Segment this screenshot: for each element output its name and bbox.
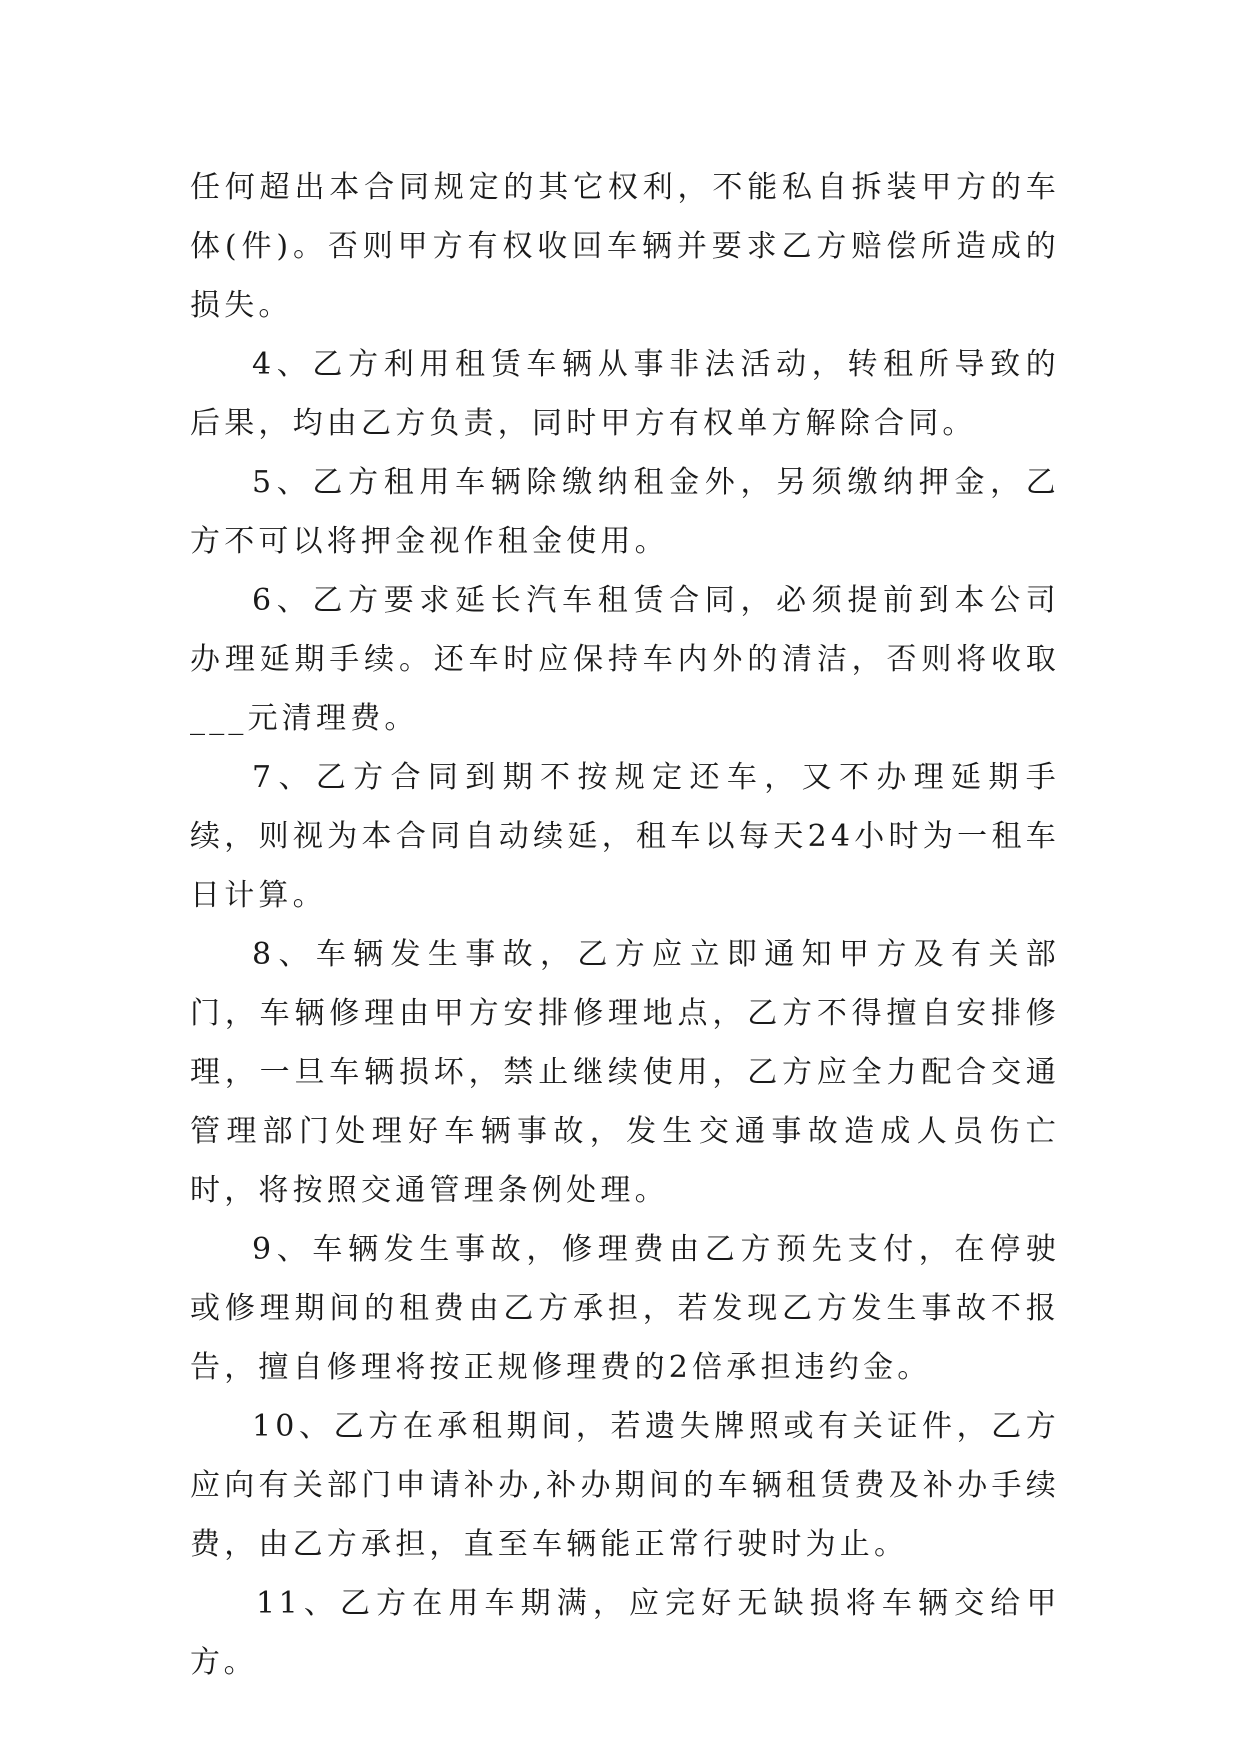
clause-4: 4、乙方利用租赁车辆从事非法活动，转租所导致的后果，均由乙方负责，同时甲方有权单方解除合同。: [190, 347, 1060, 441]
clause-11: 11、乙方在用车期满，应完好无缺损将车辆交给甲方。: [190, 1586, 1060, 1680]
clause-5: 5、乙方租用车辆除缴纳租金外，另须缴纳押金，乙方不可以将押金视作租金使用。: [190, 465, 1060, 559]
clause-9: 9、车辆发生事故，修理费由乙方预先支付，在停驶或修理期间的租费由乙方承担，若发现乙方发生事故不报告，擅自修理将按正规修理费的2倍承担违约金。: [190, 1232, 1060, 1385]
clause-10: 10、乙方在承租期间，若遗失牌照或有关证件，乙方应向有关部门申请补办,补办期间的车辆租赁费及补办手续费，由乙方承担，直至车辆能正常行驶时为止。: [190, 1409, 1060, 1562]
document-page: [190, 158, 1060, 1692]
clause-7: 7、乙方合同到期不按规定还车，又不办理延期手续，则视为本合同自动续延，租车以每天24小时为一租车日计算。: [190, 760, 1060, 913]
clause-6: 6、乙方要求延长汽车租赁合同，必须提前到本公司办理延期手续。还车时应保持车内外的清洁，否则将收取___元清理费。: [190, 583, 1060, 736]
clause-8: 8、车辆发生事故，乙方应立即通知甲方及有关部门，车辆修理由甲方安排修理地点，乙方不得擅自安排修理，一旦车辆损坏，禁止继续使用，乙方应全力配合交通管理部门处理好车辆事故，发生交通事故造成人员伤亡时，将按照交通管理条例处理。: [190, 937, 1060, 1208]
paragraph-continuation: 任何超出本合同规定的其它权利，不能私自拆装甲方的车体(件)。否则甲方有权收回车辆并要求乙方赔偿所造成的损失。: [190, 170, 1060, 323]
